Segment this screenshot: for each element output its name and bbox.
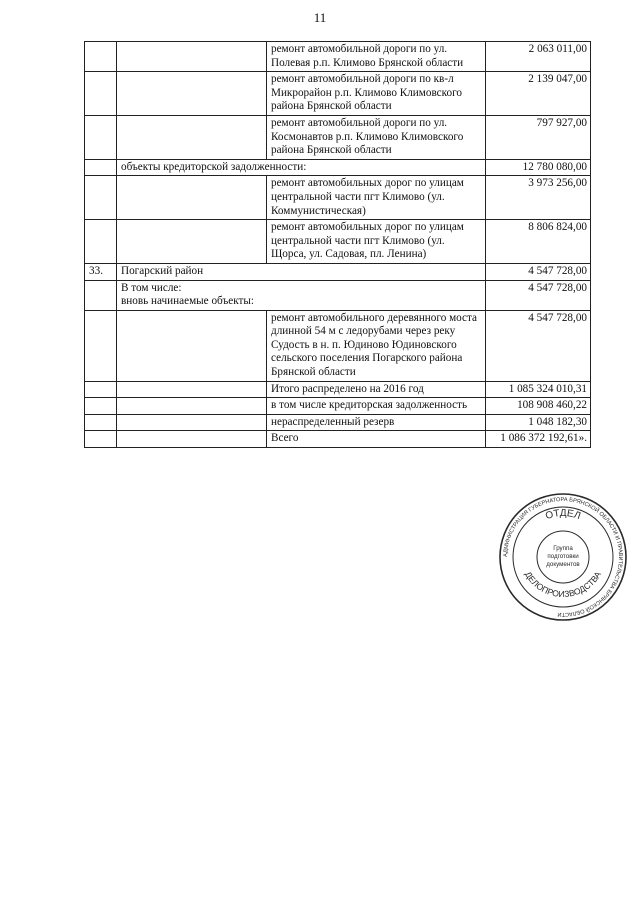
number-cell: [85, 159, 117, 176]
amount-cell: 12 780 080,00: [486, 159, 591, 176]
number-cell: [85, 310, 117, 381]
number-cell: [85, 431, 117, 448]
object-name-cell: ремонт автомобильной дороги по ул. Полевая р.п. Климово Брянской области: [267, 42, 486, 72]
object-name-cell: ремонт автомобильных дорог по улицам центральной части пгт Климово (ул. Щорса, ул. Садовая, пл. Ленина): [267, 220, 486, 264]
number-cell: [85, 115, 117, 159]
section-label-cell: [117, 280, 486, 310]
label-cell: [117, 115, 267, 159]
table-row: [85, 220, 591, 264]
table-row: [85, 263, 591, 280]
label-cell: [117, 220, 267, 264]
label-cell: [117, 42, 267, 72]
table-row: [85, 159, 591, 176]
number-cell: [85, 72, 117, 116]
stamp-center-line: документов: [546, 561, 580, 568]
table-row: [85, 431, 591, 448]
amount-cell: 2 139 047,00: [486, 72, 591, 116]
stamp-department-title: ОТДЕЛ: [544, 507, 582, 523]
amount-cell: 3 973 256,00: [486, 176, 591, 220]
section-label-line: В том числе:: [121, 281, 182, 294]
label-cell: [117, 176, 267, 220]
number-cell: [85, 381, 117, 398]
total-label-cell: в том числе кредиторская задолженность: [267, 398, 486, 415]
number-cell: [85, 220, 117, 264]
label-cell: [117, 72, 267, 116]
amount-cell: 2 063 011,00: [486, 42, 591, 72]
table-row: [85, 414, 591, 431]
office-stamp: [498, 492, 628, 622]
amount-cell: 1 085 324 010,31: [486, 381, 591, 398]
number-cell: [85, 42, 117, 72]
table-row: [85, 310, 591, 381]
object-name-cell: ремонт автомобильного деревянного моста длинной 54 м с ледорубами через реку Судость в н. п. Юдиново Юдиновского сельского поселения Погарского района Брянской области: [267, 310, 486, 381]
table-row: [85, 72, 591, 116]
amount-cell: 108 908 460,22: [486, 398, 591, 415]
label-cell: [117, 381, 267, 398]
total-label-cell: Всего: [267, 431, 486, 448]
object-name-cell: ремонт автомобильной дороги по кв-л Микрорайон р.п. Климово Климовского района Брянской области: [267, 72, 486, 116]
amount-cell: 4 547 728,00: [486, 280, 591, 310]
total-label-cell: нераспределенный резерв: [267, 414, 486, 431]
label-cell: [117, 398, 267, 415]
page-number: 11: [313, 10, 327, 25]
section-label-cell: объекты кредиторской задолженности:: [117, 159, 486, 176]
amount-cell: 1 086 372 192,61».: [486, 431, 591, 448]
table-row: [85, 381, 591, 398]
object-name-cell: ремонт автомобильных дорог по улицам центральной части пгт Климово (ул. Коммунистическая): [267, 176, 486, 220]
stamp-outer-text: АДМИНИСТРАЦИЯ ГУБЕРНАТОРА БРЯНСКОЙ ОБЛАСТИ И ПРАВИТЕЛЬСТВА БРЯНСКОЙ ОБЛАСТИ: [502, 496, 624, 618]
table-row: [85, 176, 591, 220]
stamp-center-line: подготовки: [547, 553, 579, 560]
amount-cell: 8 806 824,00: [486, 220, 591, 264]
amount-cell: 1 048 182,30: [486, 414, 591, 431]
number-cell: 33.: [85, 263, 117, 280]
total-label-cell: Итого распределено на 2016 год: [267, 381, 486, 398]
amount-cell: 4 547 728,00: [486, 310, 591, 381]
budget-table: [84, 41, 591, 448]
amount-cell: 4 547 728,00: [486, 263, 591, 280]
number-cell: [85, 398, 117, 415]
label-cell: [117, 414, 267, 431]
stamp-department-name: ДЕЛОПРОИЗВОДСТВА: [523, 569, 603, 600]
district-label-cell: Погарский район: [117, 263, 486, 280]
table-row: [85, 42, 591, 72]
table-row: [85, 280, 591, 310]
number-cell: [85, 414, 117, 431]
label-cell: [117, 310, 267, 381]
object-name-cell: ремонт автомобильной дороги по ул. Космонавтов р.п. Климово Климовского района Брянской области: [267, 115, 486, 159]
number-cell: [85, 176, 117, 220]
label-cell: [117, 431, 267, 448]
section-label-line: вновь начинаемые объекты:: [121, 295, 254, 308]
amount-cell: 797 927,00: [486, 115, 591, 159]
number-cell: [85, 280, 117, 310]
table-row: [85, 398, 591, 415]
table-row: [85, 115, 591, 159]
stamp-center-line: Группа: [553, 545, 573, 552]
